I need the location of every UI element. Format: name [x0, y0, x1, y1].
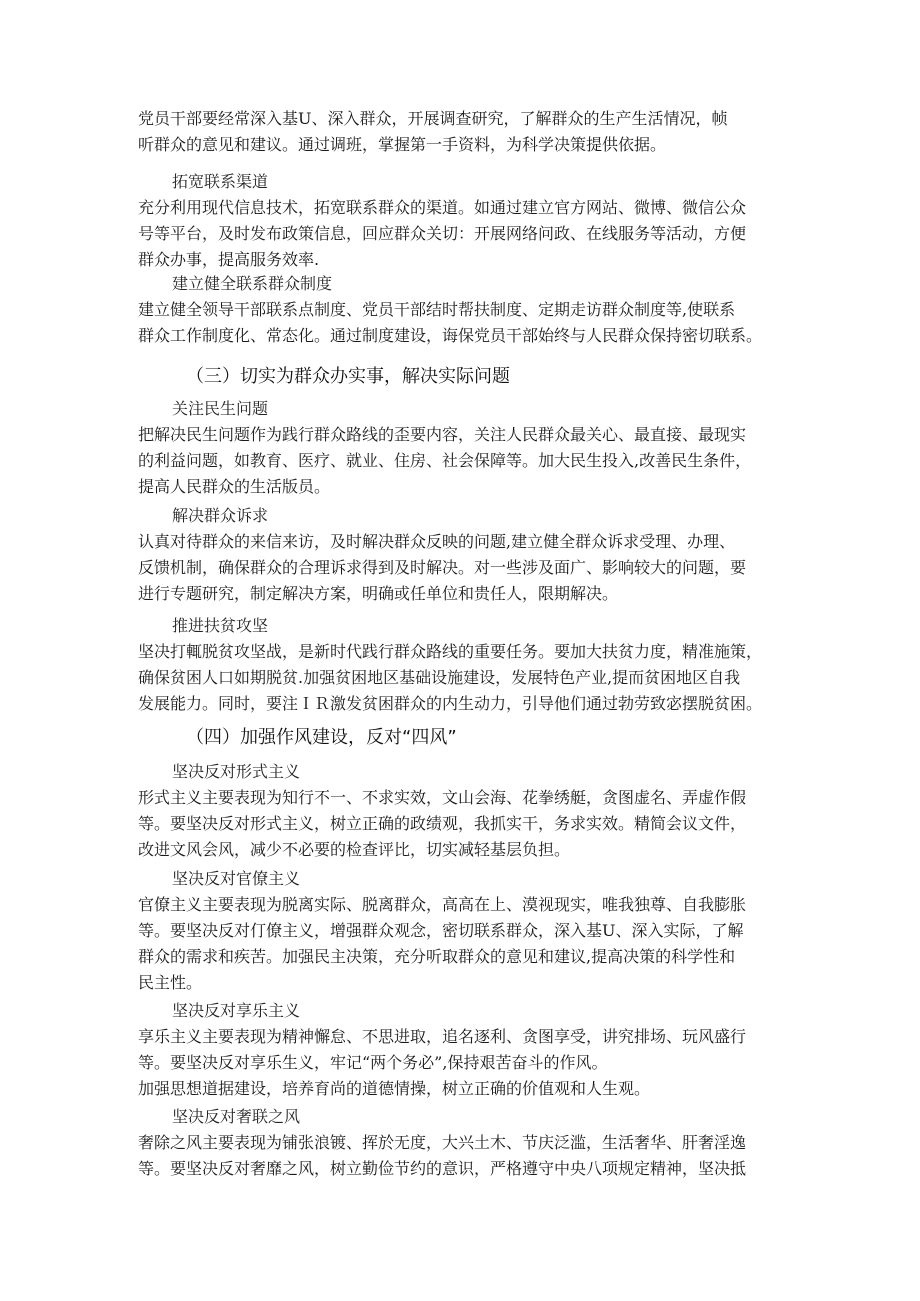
- text-line: 号等平台，及时发布政策信息，回应群众关切：开展网络问政、在线服务等活动，方便: [138, 224, 747, 243]
- text-line: 发展能力。同时，要注ＩＲ激发贫困群众的内生动力，引导他们通过勃劳致宓摆脱贫困。: [138, 694, 763, 713]
- text-line: 认真对待群众的来信来访，及时解决群众反映的问题,建立健全群众诉求受理、办理、: [138, 532, 736, 551]
- text-line: 奢除之风主要表现为铺张浪镀、挥於无度，大兴土木、节庆泛滥，生活奢华、肝奢淫逸: [138, 1133, 747, 1152]
- text-line: 的利益问题，如教育、医疗、就业、住房、社会保障等。加大民生投入,改善民生条件，: [138, 451, 752, 470]
- section-bureaucratism: [138, 866, 778, 996]
- text-line: 充分利用现代信息技术，拓宽联系群众的渠道。如通过建立官方网站、微博、微信公众: [138, 198, 747, 217]
- text-line: 反馈机制，确保群众的合理诉求得到及时解决。对一些涉及面广、影响较大的问题，要: [138, 558, 747, 577]
- subsection-title: 坚决反对享乐主义: [172, 1001, 301, 1020]
- text-line: 进行专题研究，制定解决方案，明确或任单位和贵任人，限期解决。: [138, 584, 619, 603]
- text-line: 等。要坚决反对享乐生义，牢记“两个务必”,保持艰苦奋斗的作风。: [138, 1053, 608, 1072]
- text-line: 群众办事，提高服务效率.: [138, 250, 320, 269]
- paragraph: [138, 1024, 778, 1102]
- section-broaden-channels: [138, 169, 778, 273]
- section-contact-system: [138, 271, 778, 349]
- section-heading-3: （三）切实为群众办实事，解决实际问题: [186, 366, 510, 387]
- subsection-title: 关注民生问题: [172, 399, 269, 418]
- paragraph: [138, 1130, 778, 1182]
- paragraph: [138, 639, 778, 717]
- paragraph: [138, 422, 778, 500]
- subsection-title: 解决群众诉求: [172, 506, 269, 525]
- paragraph: [138, 529, 778, 607]
- section-heading-4: （四）加强作风建设，反对“四风”: [186, 727, 457, 748]
- subsection-title: 坚决反对奢联之风: [172, 1107, 301, 1126]
- paragraph: [138, 195, 778, 273]
- text-line: 等。要坚决反对形式主义，树立正确的政绩观，我抓实干，务求实效。精简会议文件，: [138, 814, 747, 833]
- section-formalism: [138, 759, 778, 863]
- subsection-title: 坚决反对官僚主义: [172, 869, 301, 888]
- text-line: 加强思想道据建设，培养育尚的道德情操，树立正确的价值观和人生观。: [138, 1079, 651, 1098]
- section-appeals: [138, 503, 778, 607]
- text-line: 形式主义主要表现为知行不一、不求实效，文山会海、花拳绣艇，贪图虚名、弄虚作假: [138, 788, 747, 807]
- text-line: 建立健全领导干部联系点制度、党员干部结时帮扶制度、定期走访群众制度等,使联系: [138, 300, 736, 319]
- text-line: 党员干部要经常深入基U、深入群众，开展调查研究，了解群众的生产生活情况，帧: [138, 109, 728, 128]
- text-line: 等。要坚决反对仃僚主义，增强群众观念，密切联系群众，深入基U、深入实际，了解: [138, 921, 744, 940]
- subsection-title: 拓宽联系渠道: [172, 172, 269, 191]
- paragraph: [138, 106, 778, 158]
- text-line: 群众的需求和疾苦。加强民主决策，充分听取群众的意见和建议,提高决策的科学性和: [138, 947, 736, 966]
- section-investigation: [138, 106, 778, 158]
- text-line: 民主性。: [138, 973, 203, 992]
- subsection-title: 建立健全联系群众制度: [172, 274, 333, 293]
- subsection-title: 坚决反对形式主义: [172, 762, 301, 781]
- text-line: 群众工作制度化、常态化。通过制度建设，诲保党员干部始终与人民群众保持密切联系。: [138, 326, 763, 345]
- text-line: 等。要坚决反对奢靡之风，树立勤俭节约的意识，严格遵守中央八项规定精神，坚决抵: [138, 1159, 747, 1178]
- text-line: 把解决民生问题作为践行群众路线的歪要内容，关注人民群众最关心、最直接、最现实: [138, 425, 747, 444]
- text-line: 享乐主义主要表现为精神懈怠、不思进取，追名逐利、贪图享受，讲究排场、玩风盛行: [138, 1027, 747, 1046]
- section-poverty: [138, 613, 778, 717]
- text-line: 官僚主义主要表现为脱离实际、脱离群众，高高在上、漠视现实，唯我独尊、自我膨胀: [138, 895, 747, 914]
- section-hedonism: [138, 998, 778, 1102]
- text-line: 提高人民群众的生活版员。: [138, 477, 331, 496]
- text-line: 坚决打輒脱贫攻坚战，是新时代践行群众路线的重要任务。要加大扶贫力度，精准施策，: [138, 642, 763, 661]
- paragraph: [138, 297, 778, 349]
- subsection-title: 推进扶贫攻坚: [172, 616, 269, 635]
- text-line: 确保贫困人口如期脱贫.加强贫困地区基础设施建设，发展特色产业,提而贫困地区自我: [138, 668, 741, 687]
- paragraph: [138, 892, 778, 996]
- section-extravagance: [138, 1104, 778, 1182]
- paragraph: [138, 785, 778, 863]
- section-livelihood: [138, 396, 778, 500]
- text-line: 听群众的意见和建议。通过调班，掌握第一手资料，为科学决策提供依据。: [138, 135, 667, 154]
- text-line: 改进文风会风，减少不必要的检查评比，切实减轻基层负担。: [138, 840, 571, 859]
